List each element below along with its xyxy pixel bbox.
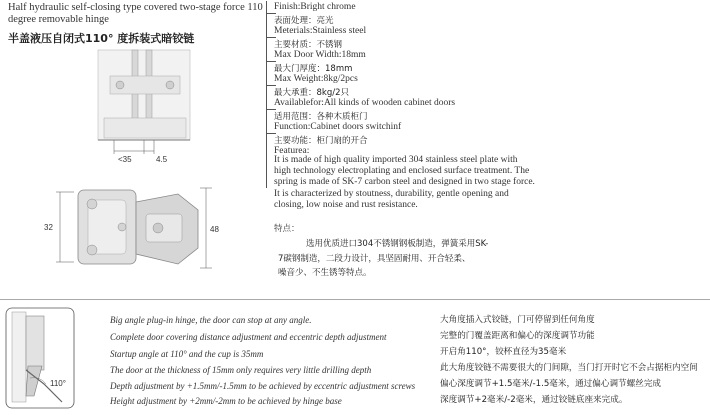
note-en: Complete door covering distance adjustment and eccentric depth adjustment bbox=[110, 332, 387, 342]
hinge-angle-diagram bbox=[4, 306, 76, 410]
features-bracket bbox=[266, 144, 267, 188]
note-en: Startup angle at 110° and the cup is 35mm bbox=[110, 349, 264, 359]
note-en: Depth adjustment by +1.5mm/-1.5mm to be achieved by eccentric adjustment screws bbox=[110, 381, 416, 391]
spec-en: Function:Cabinet doors switchinf bbox=[274, 122, 402, 132]
note-zh: 偏心深度调节+1.5毫米/-1.5毫米，通过偏心调节螺丝完成 bbox=[440, 379, 662, 389]
features-zh-line: 7碳钢制造，二段力设计，具坚固耐用、开合轻柔、 bbox=[278, 253, 471, 264]
note-en: The door at the thickness of 15mm only requires very little drilling depth bbox=[110, 365, 372, 375]
features-zh-label: 特点： bbox=[274, 224, 300, 234]
spec-zh: 最大承重：8kg/2只 bbox=[274, 88, 349, 98]
note-en: Height adjustment by +2mm/-2mm to be achieved by hinge base bbox=[110, 396, 342, 406]
note-zh: 开启角110°，铰杯直径为35毫米 bbox=[440, 347, 567, 357]
spec-en: Max Door Width:18mm bbox=[274, 50, 366, 60]
dim-label-offset: 4.5 bbox=[156, 155, 168, 164]
spec-en: Meterials:Stainless steel bbox=[274, 26, 367, 36]
features-text: It is made of high quality imported 304 stainless steel plate with high technology electroplating and enclosed surface treatment. The spring is made of SK-7 carbon steel and designed in two stage force. It is characterized by stoutness, durability, gentle opening and closing, low noise and rust resistance. bbox=[274, 155, 535, 210]
spec-zh: 最大门厚度：18mm bbox=[274, 64, 353, 74]
features-zh-line: 噪音少、不生锈等特点。 bbox=[278, 268, 372, 278]
spec-en: Finish:Bright chrome bbox=[274, 2, 356, 12]
note-zh: 此大角度铰链不需要很大的门间隙，当门打开时它不会占据柜内空间 bbox=[440, 363, 698, 373]
spec-zh: 主要材质：不锈钢 bbox=[274, 40, 343, 50]
hinge-top-view-diagram bbox=[90, 48, 200, 166]
features-label: Featurea: bbox=[274, 146, 310, 156]
features-zh-text bbox=[278, 237, 546, 281]
section-divider bbox=[0, 299, 710, 300]
spec-en: Availablefor:All kinds of wooden cabinet doors bbox=[274, 98, 456, 108]
product-title-en: Half hydraulic self-closing type covered two-stage force 110 degree removable hinge bbox=[8, 2, 263, 25]
note-zh: 深度调节+2毫米/-2毫米，通过铰链底座来完成。 bbox=[440, 395, 628, 405]
product-title-zh: 半盖液压自闭式110° 度拆装式暗铰链 bbox=[8, 32, 195, 45]
hinge-side-view-diagram bbox=[38, 170, 228, 285]
dim-label-cup: <35 bbox=[118, 155, 132, 164]
angle-label: 110° bbox=[50, 379, 66, 388]
spec-zh: 主要功能：柜门扇的开合 bbox=[274, 136, 368, 146]
note-en: Big angle plug-in hinge, the door can stop at any angle. bbox=[110, 315, 312, 325]
spec-zh: 表面处理：亮光 bbox=[274, 16, 334, 26]
dim-label-height: 32 bbox=[44, 223, 53, 232]
note-zh: 大角度插入式铰链，门可停留到任何角度 bbox=[440, 315, 595, 325]
features-zh-line: 选用优质进口304不锈钢钢板制造，弹簧采用SK- bbox=[306, 239, 489, 249]
note-zh: 完整的门覆盖距离和偏心的深度调节功能 bbox=[440, 331, 595, 341]
spec-en: Max Weight:8kg/2pcs bbox=[274, 74, 358, 84]
spec-zh: 适用范围：各种木质柜门 bbox=[274, 112, 368, 122]
dim-label-width: 48 bbox=[210, 225, 219, 234]
